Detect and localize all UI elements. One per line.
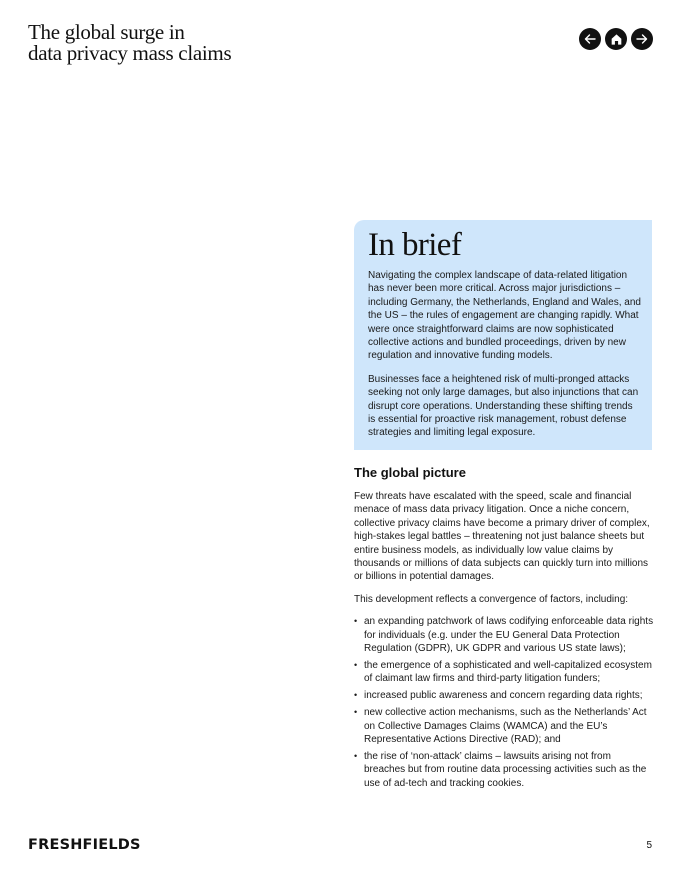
document-title-line-2: data privacy mass claims xyxy=(28,41,232,65)
list-item: • the emergence of a sophisticated and well-capitalized ecosystem of claimant law firms and third-party litigation funders; xyxy=(354,659,654,686)
document-title-line-1: The global surge in xyxy=(28,20,185,44)
global-picture-heading: The global picture xyxy=(354,465,466,480)
page-navigation xyxy=(579,28,653,50)
in-brief-paragraph-1: Navigating the complex landscape of data-related litigation has never been more critical. Across major jurisdictions – including Germany, the Netherlands, England and Wales, and the US – the rules of engagement are changing rapidly. What were once straightforward claims are now sophisticated collective actions and bundled proceedings, driven by new regulation and innovative funding models. xyxy=(368,270,641,362)
in-brief-panel xyxy=(354,220,652,450)
home-icon xyxy=(610,33,623,46)
home-button[interactable] xyxy=(605,28,627,50)
global-picture-paragraph-2: This development reflects a convergence of factors, including: xyxy=(354,593,629,605)
list-item: • the rise of ‘non-attack’ claims – lawsuits arising not from breaches but from routine data processing activities such as the use of ad-tech and tracking cookies. xyxy=(354,750,654,790)
page-number: 5 xyxy=(646,840,652,851)
arrow-right-icon xyxy=(635,32,649,46)
freshfields-logo: FRESHFIELDS xyxy=(28,837,141,853)
list-item: • new collective action mechanisms, such as the Netherlands’ Act on Collective Damages Claims (WAMCA) and the EU’s Representative Actions Directive (RAD); and xyxy=(354,706,654,746)
forward-button[interactable] xyxy=(631,28,653,50)
global-picture-paragraph-1: Few threats have escalated with the speed, scale and financial menace of mass data privacy litigation. Once a niche concern, collective privacy claims have become a primary driver of complex, high-stakes legal battles – threatening not just balance sheets but entire business models, as individually low value claims by thousands or millions of data subjects can quickly turn into millions or billions in potential damages. xyxy=(354,491,650,583)
back-button[interactable] xyxy=(579,28,601,50)
document-title xyxy=(28,22,328,64)
in-brief-paragraph-2: Businesses face a heightened risk of multi-pronged attacks seeking not only large damages, but also injunctions that can disrupt core operations. Understanding these shifting trends is essential for proactive risk management, robust defense strategies and limiting legal exposure. xyxy=(368,373,639,439)
global-picture-body xyxy=(354,490,654,794)
in-brief-heading: In brief xyxy=(368,227,462,263)
factors-list xyxy=(354,615,654,790)
list-item: • increased public awareness and concern regarding data rights; xyxy=(354,689,654,702)
list-item: • an expanding patchwork of laws codifying enforceable data rights for individuals (e.g. under the EU General Data Protection Regulation (GDPR), UK GDPR and various US state laws); xyxy=(354,615,654,655)
arrow-left-icon xyxy=(583,32,597,46)
